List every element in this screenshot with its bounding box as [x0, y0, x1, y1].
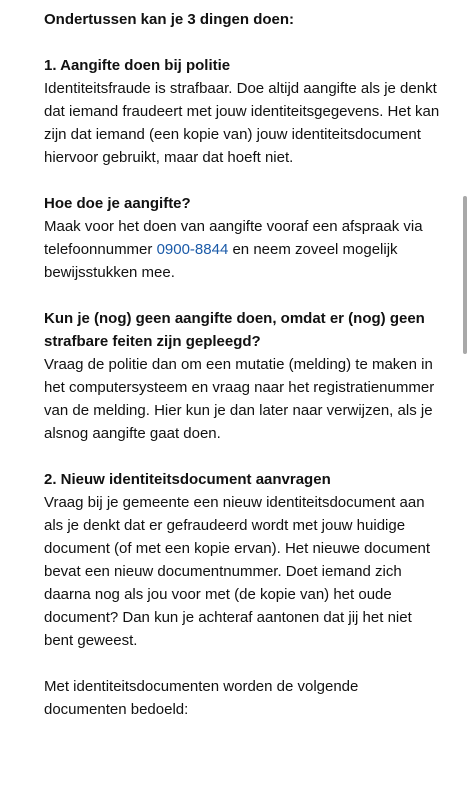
- spacer: [44, 652, 444, 675]
- section-2-body: Vraag bij je gemeente een nieuw identiteitsdocument aan als je denkt dat er gefraudeerd wordt met jouw huidige document (of met een kopie ervan). Het nieuwe document bevat een nieuw documentnummer. Doet iemand zich daarna nog als jou voor met (de kopie van) het oude document? Dan kun je achteraf aantonen dat jij het niet bent geweest.: [44, 494, 431, 649]
- how-to-report-text-after: en neem zoveel mogelijk bewijsstukken mee.: [44, 241, 398, 281]
- section-1-heading: 1. Aangifte doen bij politie: [44, 57, 231, 74]
- phone-number-link[interactable]: 0900-8844: [156, 241, 229, 258]
- how-to-report-text-before: Maak voor het doen van aangifte vooraf een afspraak via telefoonnummer: [44, 218, 423, 258]
- how-to-report-heading: Hoe doe je aangifte?: [44, 195, 191, 212]
- spacer: [44, 284, 444, 307]
- scrollbar-thumb[interactable]: [463, 196, 467, 354]
- article-content: [44, 8, 444, 721]
- footer-paragraph: Met identiteitsdocumenten worden de volgende documenten bedoeld:: [44, 678, 359, 718]
- intro-heading: Ondertussen kan je 3 dingen doen:: [44, 11, 295, 28]
- spacer: [44, 445, 444, 468]
- spacer: [44, 31, 444, 54]
- section-1-body: Identiteitsfraude is strafbaar. Doe altijd aangifte als je denkt dat iemand fraudeert met jouw identiteitsgegevens. Het kan zijn dat iemand (een kopie van) jouw identiteitsdocument hiervoor gebruikt, maar dat hoeft niet.: [44, 80, 440, 166]
- spacer: [44, 169, 444, 192]
- cannot-report-body: Vraag de politie dan om een mutatie (melding) te maken in het computersysteem en vraag naar het registratienummer van de melding. Hier kun je dan later naar verwijzen, als je alsnog aangifte gaat doen.: [44, 356, 435, 442]
- how-to-report-body: [44, 215, 444, 284]
- cannot-report-heading: Kun je (nog) geen aangifte doen, omdat er (nog) geen strafbare feiten zijn gepleegd?: [44, 310, 425, 350]
- section-2-heading: 2. Nieuw identiteitsdocument aanvragen: [44, 471, 331, 488]
